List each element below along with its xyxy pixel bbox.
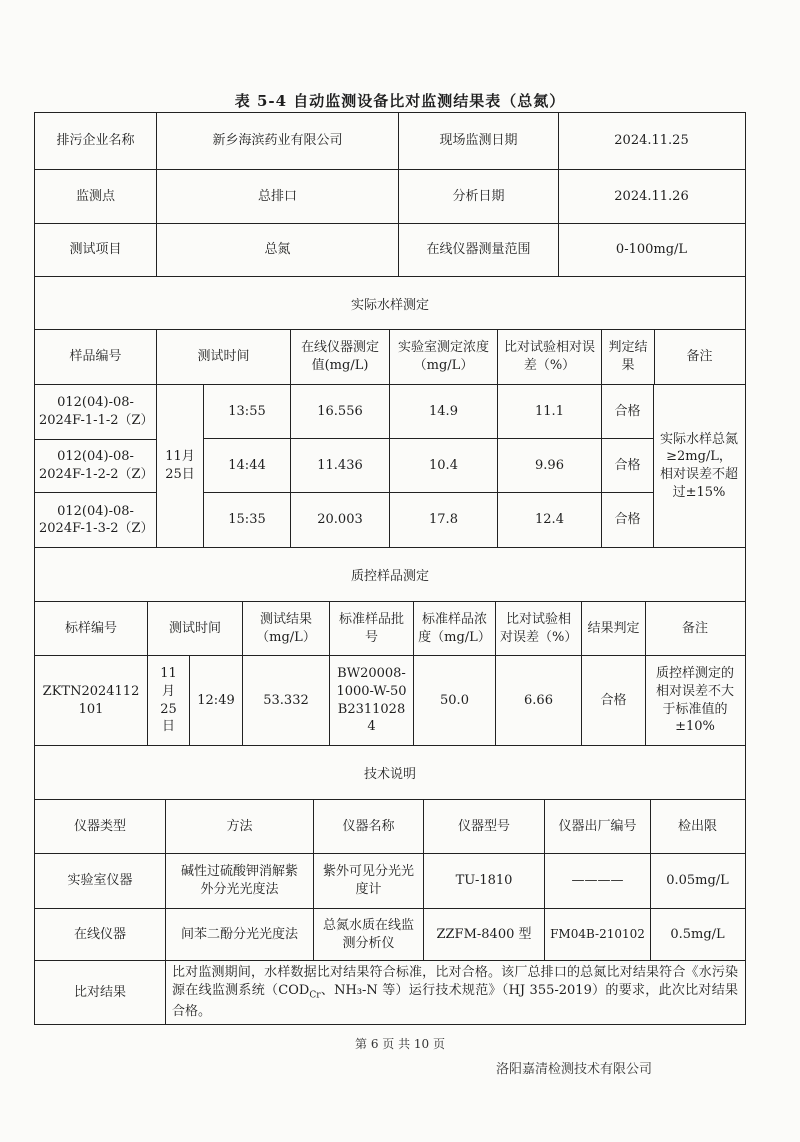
actual-date: 11月25日	[156, 385, 203, 547]
tech-header-limit: 检出限	[650, 800, 744, 853]
actual-header-online: 在线仪器测定值(mg/L)	[290, 330, 389, 384]
qc-std-no: ZKTN2024112101	[42, 683, 140, 717]
range-value: 0-100mg/L	[558, 224, 744, 276]
qc-error: 6.66	[495, 656, 581, 745]
table-row	[203, 438, 653, 492]
actual-time-1: 13:55	[203, 385, 290, 438]
tech-header-name: 仪器名称	[313, 800, 423, 853]
actual-header-row	[35, 329, 745, 384]
info-row-point	[35, 169, 745, 223]
qc-remark: 质控样测定的相对误差不大于标准值的±10%	[645, 656, 744, 745]
actual-header-sample: 样品编号	[69, 349, 122, 365]
item-label: 测试项目	[69, 242, 122, 258]
conclusion-text-2: 、NH₃-N 等）运行技术规范》（HJ 355-2019）的要求，此次比对结果合格。	[172, 983, 738, 1019]
result-table	[34, 112, 746, 1025]
conclusion-text-sub: Cr	[309, 991, 321, 1001]
tech-model-2: ZZFM-8400 型	[423, 909, 544, 960]
company-label: 排污企业名称	[56, 133, 135, 149]
actual-error-3: 12.4	[497, 493, 601, 547]
tech-header-type: 仪器类型	[73, 818, 126, 834]
item-value: 总氮	[156, 224, 398, 276]
conclusion-text	[165, 961, 744, 1024]
actual-remark: 实际水样总氮≥2mg/L，相对误差不超过±15%	[653, 385, 744, 547]
tech-header-row	[35, 799, 745, 853]
actual-lab-3: 17.8	[389, 493, 497, 547]
table-row	[203, 385, 653, 438]
point-value: 总排口	[156, 170, 398, 223]
table-row	[35, 908, 745, 960]
qc-header-conc: 标准样品浓度（mg/L）	[413, 602, 495, 655]
qc-time: 12:49	[189, 656, 242, 745]
qc-header-error: 比对试验相对误差（%）	[495, 602, 581, 655]
tech-limit-1: 0.05mg/L	[650, 854, 744, 908]
qc-header-judge: 结果判定	[581, 602, 645, 655]
tech-name-2: 总氮水质在线监测分析仪	[313, 909, 423, 960]
tech-type-2: 在线仪器	[73, 926, 126, 942]
tech-method-2: 间苯二酚分光光度法	[165, 909, 313, 960]
actual-header-judge: 判定结果	[601, 330, 654, 384]
footer-company: 洛阳嘉清检测技术有限公司	[496, 1062, 653, 1077]
actual-lab-2: 10.4	[389, 439, 497, 492]
tech-section-row	[35, 745, 745, 799]
actual-section-row	[35, 276, 745, 329]
tech-model-1: TU-1810	[423, 854, 544, 908]
qc-header-std-no: 标样编号	[64, 620, 117, 636]
actual-sample-3: 012(04)-08-2024F-1-3-2（Z）	[35, 492, 156, 547]
qc-judge: 合格	[581, 656, 645, 745]
actual-header-error: 比对试验相对误差（%）	[497, 330, 601, 384]
tech-serial-2: FM04B-210102	[544, 909, 650, 960]
qc-conc: 50.0	[413, 656, 495, 745]
actual-judge-1: 合格	[601, 385, 653, 438]
qc-header-time: 测试时间	[147, 602, 242, 655]
range-label: 在线仪器测量范围	[398, 224, 558, 276]
analysis-date-value: 2024.11.26	[558, 170, 744, 223]
qc-section-title: 质控样品测定	[350, 569, 429, 584]
tech-serial-1: ————	[544, 854, 650, 908]
table-title: 表 5-4 自动监测设备比对监测结果表（总氮）	[234, 92, 566, 110]
actual-online-1: 16.556	[290, 385, 389, 438]
actual-sample-1: 012(04)-08-2024F-1-1-2（Z）	[39, 395, 154, 428]
conclusion-label: 比对结果	[73, 984, 126, 1000]
qc-header-remark: 备注	[645, 602, 744, 655]
actual-judge-2: 合格	[601, 439, 653, 492]
actual-judge-3: 合格	[601, 493, 653, 547]
tech-header-model: 仪器型号	[423, 800, 544, 853]
actual-sample-2: 012(04)-08-2024F-1-2-2（Z）	[35, 439, 156, 493]
tech-type-1: 实验室仪器	[67, 873, 133, 889]
site-date-label: 现场监测日期	[398, 113, 558, 169]
actual-section-title: 实际水样测定	[350, 297, 429, 313]
info-row-company	[35, 113, 745, 169]
qc-data-row	[35, 655, 745, 745]
info-row-item	[35, 223, 745, 276]
actual-error-1: 11.1	[497, 385, 601, 438]
actual-lab-1: 14.9	[389, 385, 497, 438]
tech-header-serial: 仪器出厂编号	[544, 800, 650, 853]
tech-name-1: 紫外可见分光光度计	[313, 854, 423, 908]
qc-result: 53.332	[242, 656, 329, 745]
actual-time-3: 15:35	[203, 493, 290, 547]
page-number: 第 6 页 共 10 页	[355, 1037, 445, 1051]
tech-header-method: 方法	[165, 800, 313, 853]
actual-online-3: 20.003	[290, 493, 389, 547]
conclusion-text-1: 比对监测期间，水样数据比对结果符合标准，比对合格。该厂总排口的总氮比对结果符合《水污染源在线监测系统（COD	[172, 965, 738, 999]
point-label: 监测点	[75, 188, 115, 204]
actual-header-remark: 备注	[654, 330, 744, 384]
qc-header-row	[35, 601, 745, 655]
actual-header-lab: 实验室测定浓度（mg/L）	[389, 330, 497, 384]
analysis-date-label: 分析日期	[398, 170, 558, 223]
actual-sample-col	[35, 385, 156, 547]
qc-header-batch: 标准样品批号	[329, 602, 413, 655]
actual-online-2: 11.436	[290, 439, 389, 492]
qc-batch: BW20008-1000-W-50B23110284	[329, 656, 413, 745]
tech-method-1: 碱性过硫酸钾消解紫外分光光度法	[165, 854, 313, 908]
conclusion-row	[35, 960, 745, 1024]
table-row	[203, 492, 653, 547]
tech-limit-2: 0.5mg/L	[650, 909, 744, 960]
qc-section-row	[35, 547, 745, 601]
actual-error-2: 9.96	[497, 439, 601, 492]
company-value: 新乡海滨药业有限公司	[156, 113, 398, 169]
tech-section-title: 技术说明	[363, 767, 416, 782]
qc-date: 11月25日	[147, 656, 189, 745]
actual-header-time: 测试时间	[156, 330, 290, 384]
actual-values-col	[203, 385, 653, 547]
table-row	[35, 853, 745, 908]
site-date-value: 2024.11.25	[558, 113, 744, 169]
actual-time-2: 14:44	[203, 439, 290, 492]
qc-header-result: 测试结果（mg/L）	[242, 602, 329, 655]
actual-data-block	[35, 384, 745, 547]
